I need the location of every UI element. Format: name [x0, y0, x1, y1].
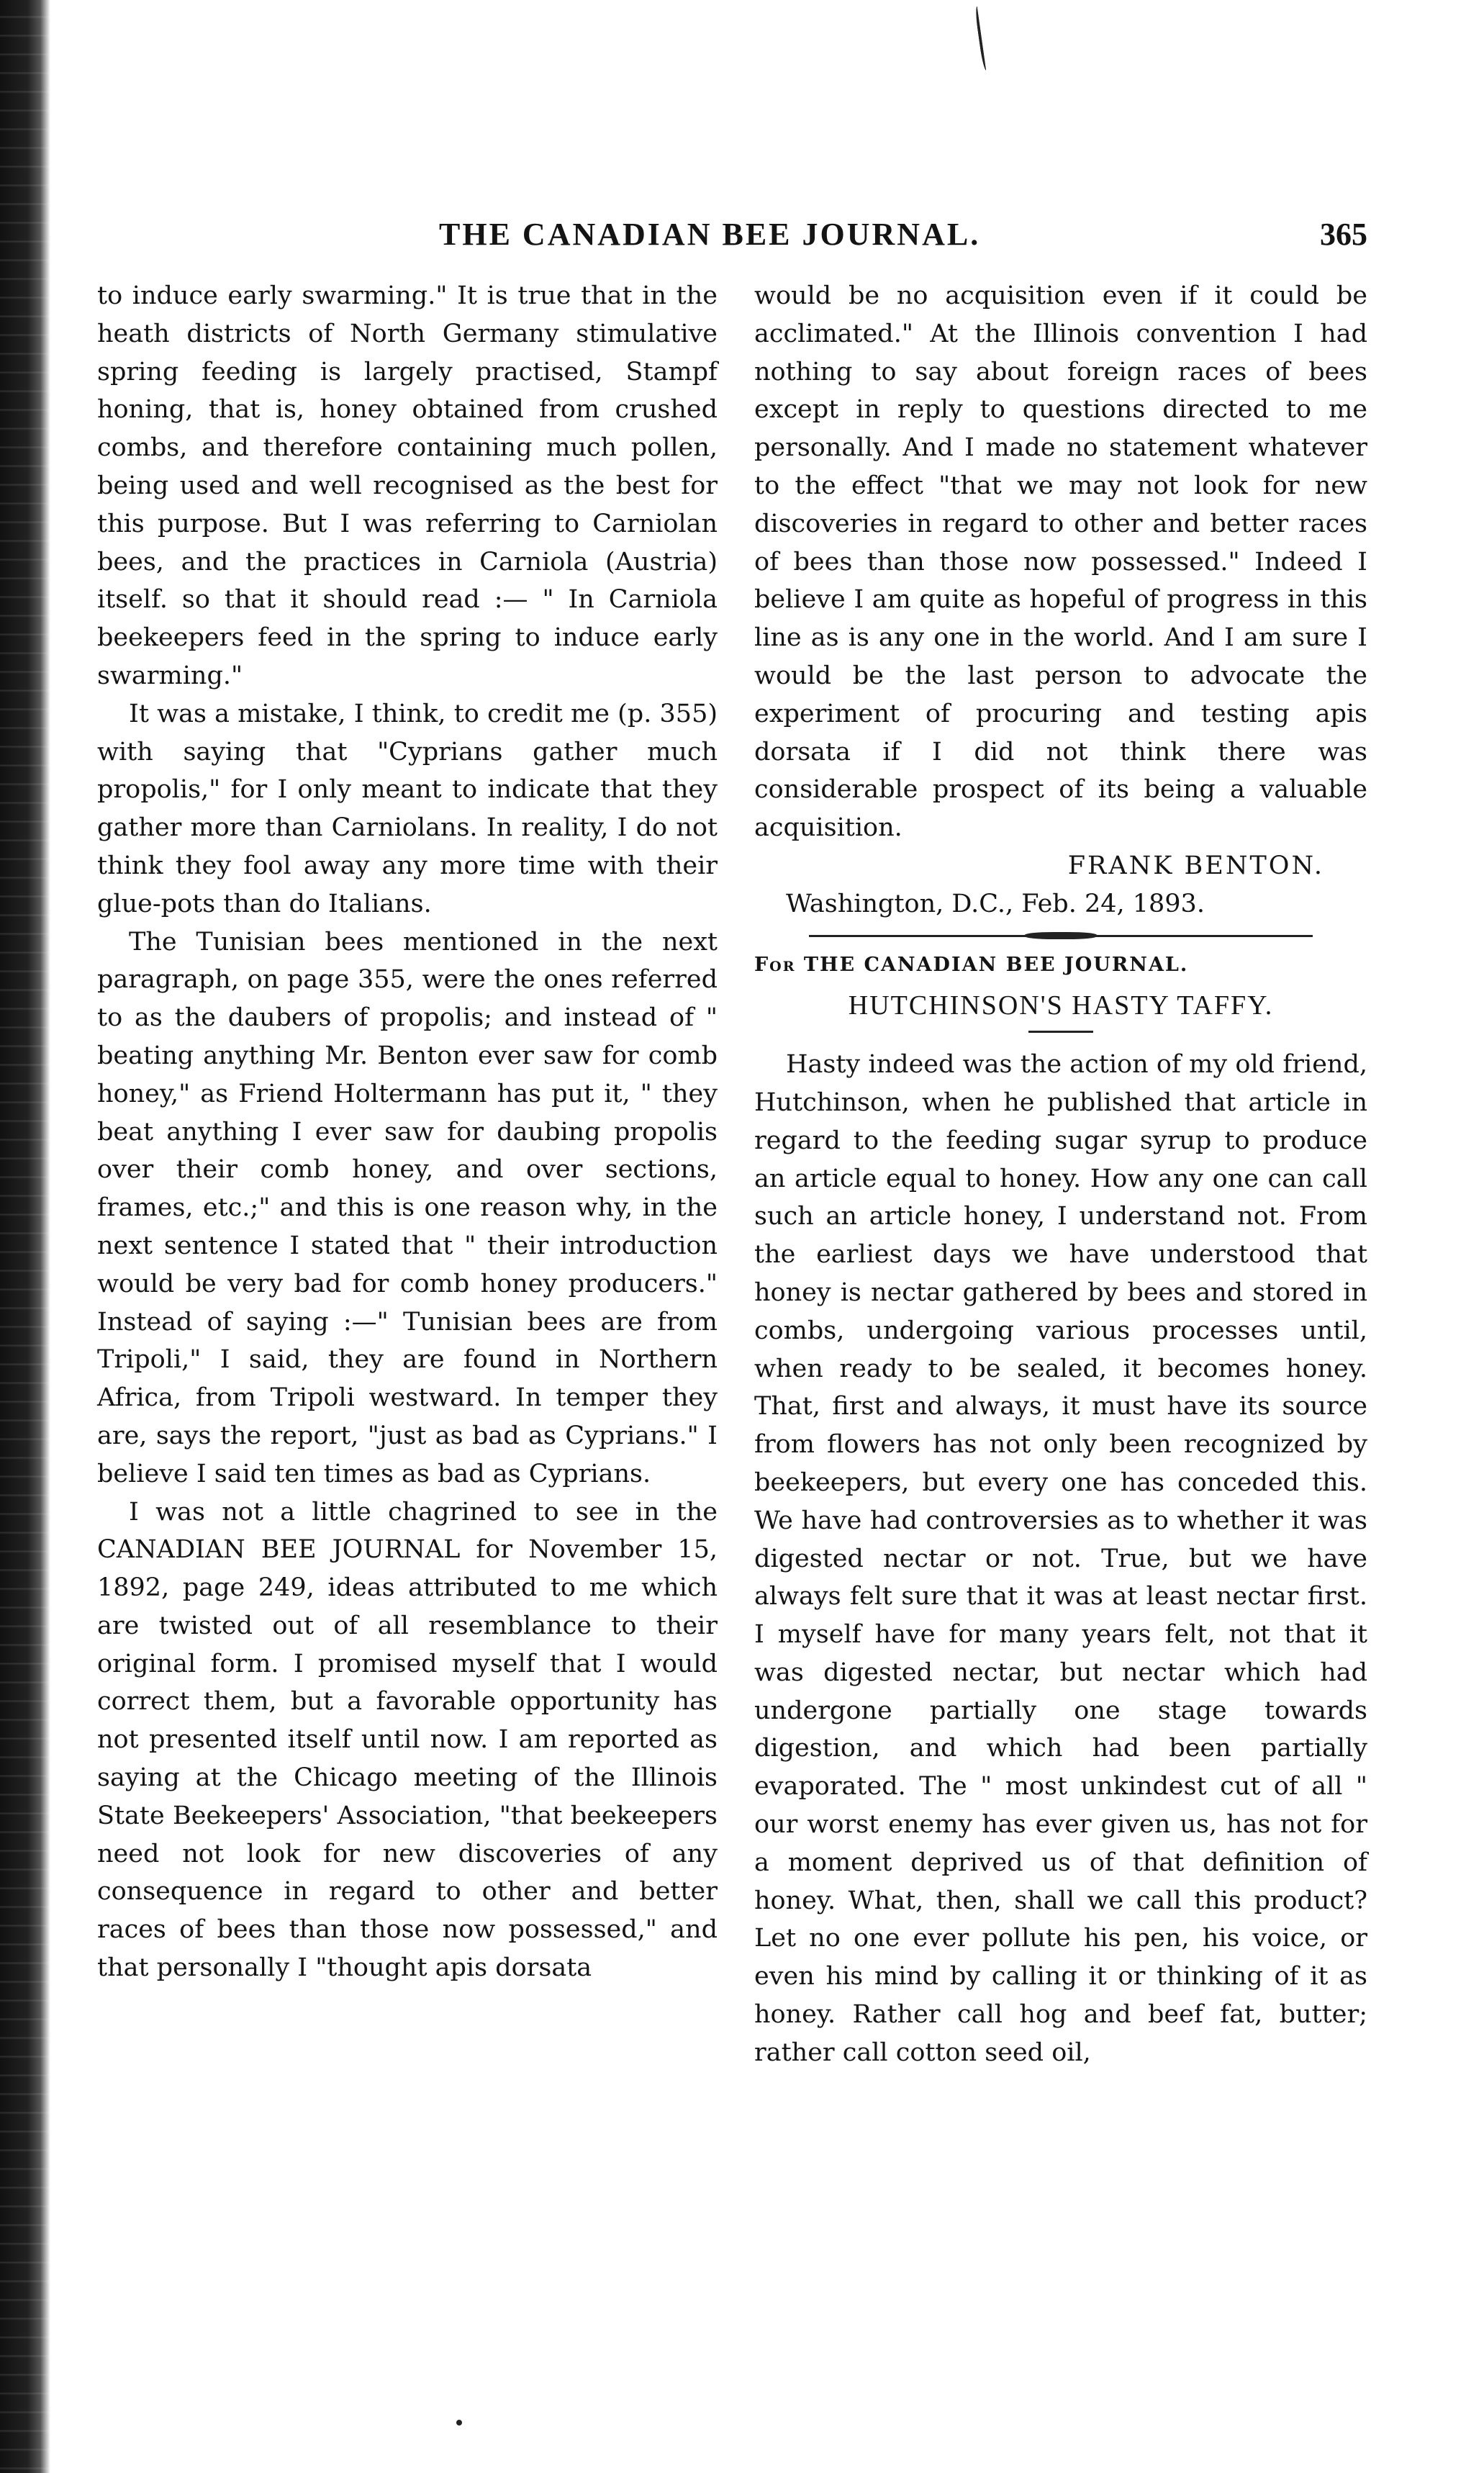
- article-title: HUTCHINSON'S HASTY TAFFY.: [848, 990, 1274, 1021]
- source-line: For THE CANADIAN BEE JOURNAL.: [754, 953, 1189, 976]
- running-header: [122, 216, 1382, 266]
- left-column: [97, 277, 718, 1987]
- binding-edge-shadow: [0, 0, 50, 2473]
- section-divider: [809, 931, 1313, 941]
- right-column: [754, 277, 1367, 2072]
- paragraph: The Tunisian bees mentioned in the next paragraph, on page 355, were the ones referred to as the daubers of propolis; and instead of " beating anything Mr. Benton ever saw for comb honey," as Friend Holtermann has put it, " they beat anything I ever saw for daubing propolis over their comb honey, and over sections, frames, etc.;" and this is one reason why, in the next sentence I stated that " their introduction would be very bad for comb honey producers." Instead of saying :—" Tunisian bees are from Tripoli," I said, they are found in Northern Africa, from Tripoli westward. In temper they are, says the report, "just as bad as Cyprians." I believe I said ten times as bad as Cyprians.: [97, 927, 718, 1488]
- paragraph: I was not a little chagrined to see in the CANADIAN BEE JOURNAL for November 15, 1892, page 249, ideas attributed to me which are twisted out of all resemblance to their original form. I promised myself that I would correct them, but a favorable opportunity has not presented itself until now. I am reported as saying at the Chicago meeting of the Illinois State Beekeepers' Association, "that beekeepers need not look for new discoveries of any consequence in regard to other and better races of bees than those now possessed," and that personally I "thought apis dorsata: [97, 1497, 718, 1983]
- paragraph: Hasty indeed was the action of my old friend, Hutchinson, when he published that article in regard to the feeding sugar syrup to produce an article equal to honey. How any one can call such an article honey, I understand not. From the earliest days we have understood that honey is nectar gathered by bees and stored in combs, undergoing various processes until, when ready to be sealed, it becomes honey. That, first and always, it must have its source from flowers has not only been recognized by beekeepers, but every one has conceded this. We have had controversies as to whether it was digested nectar or not. True, but we have always felt sure that it was at least nectar first. I myself have for many years felt, not that it was digested nectar, but nectar which had undergone partially one stage towards digestion, and which had been partially evaporated. The " most unkindest cut of all " our worst enemy has ever given us, has not for a moment deprived us of that definition of honey. What, then, shall we call this product? Let no one ever pollute his pen, his voice, or even his mind by calling it or thinking of it as honey. Rather call hog and beef fat, butter; rather call cotton seed oil,: [754, 1050, 1367, 2067]
- title-rule: [1028, 1031, 1093, 1033]
- paragraph: to induce early swarming." It is true that in the heath districts of North Germany stimulative spring feeding is largely practised, Stampf honing, that is, honey obtained from crushed combs, and therefore containing much pollen, being used and well recognised as the best for this purpose. But I was referring to Carniolan bees, and the practices in Carniola (Austria) itself. so that it should read :— " In Carniola beekeepers feed in the spring to induce early swarming.": [97, 281, 718, 690]
- paragraph-continued: would be no acquisition even if it could be acclimated." At the Illinois convention I had nothing to say about foreign races of bees except in reply to questions directed to me personally. And I made no statement whatever to the effect "that we may not look for new discoveries in regard to other and better races of bees than those now possessed." Indeed I believe I am quite as hopeful of progress in this line as is any one in the world. And I am sure I would be the last person to advocate the experiment of procuring and testing apis dorsata if I did not think there was considerable prospect of its being a valuable acquisition.: [754, 281, 1367, 843]
- footer-dot: [456, 2420, 462, 2425]
- scan-mark: [974, 6, 990, 71]
- page-number: 365: [1320, 217, 1367, 252]
- running-title: THE CANADIAN BEE JOURNAL.: [439, 217, 981, 252]
- author-signature: FRANK BENTON.: [1067, 851, 1324, 880]
- paragraph: It was a mistake, I think, to credit me (p. 355) with saying that "Cyprians gather much propolis," for I only meant to indicate that they gather more than Carniolans. In reality, I do not think they fool away any more time with their glue-pots than do Italians.: [97, 699, 718, 918]
- dateline: Washington, D.C., Feb. 24, 1893.: [786, 889, 1205, 918]
